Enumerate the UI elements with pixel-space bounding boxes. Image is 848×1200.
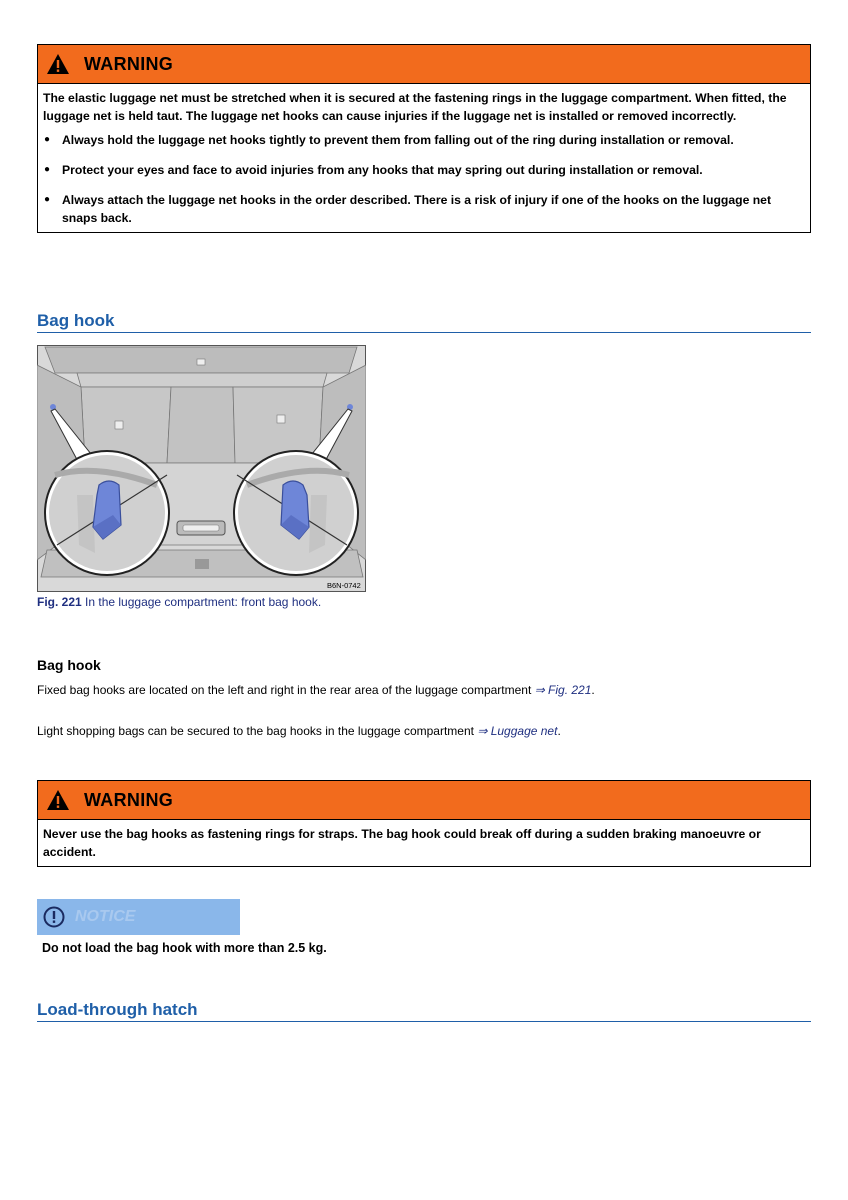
warning-bullet: ● Always attach the luggage net hooks in the order described. There is a risk of injury if one of the hooks on the luggage net snaps back. xyxy=(43,191,805,227)
notice-header xyxy=(37,899,240,935)
warning-bullet: ● Always hold the luggage net hooks tightly to prevent them from falling out of the ring during installation or removal. xyxy=(43,131,805,149)
section-heading: Load-through hatch xyxy=(37,1000,811,1022)
warning-box xyxy=(37,44,811,233)
warning-intro: The elastic luggage net must be stretched when it is secured at the fastening rings in the luggage compartment. When fitted, the luggage net is held taut. The luggage net hooks can cause injuries if the luggage net is installed or removed incorrectly. xyxy=(43,91,787,123)
warning-bullet: ● Protect your eyes and face to avoid injuries from any hooks that may spring out during installation or removal. xyxy=(43,161,805,179)
warning-title: WARNING xyxy=(84,789,174,810)
paragraph-text: Light shopping bags can be secured to the bag hooks in the luggage compartment xyxy=(37,724,478,738)
paragraph-text: Fixed bag hooks are located on the left and right in the rear area of the luggage compartment xyxy=(37,683,535,697)
luggage-compartment-figure xyxy=(37,345,366,592)
warning-header xyxy=(38,45,810,84)
paragraph-end: . xyxy=(591,683,595,697)
warning-triangle-icon xyxy=(46,53,70,75)
warning-body xyxy=(38,84,810,232)
warning-list xyxy=(43,131,805,227)
notice-body: Do not load the bag hook with more than 2.5 kg. xyxy=(42,941,327,955)
figure-code: B6N-0742 xyxy=(327,581,361,590)
warning-triangle-icon xyxy=(46,789,70,811)
paragraph xyxy=(37,724,561,738)
figure-caption-text: In the luggage compartment: front bag hook. xyxy=(81,595,322,609)
warning-title: WARNING xyxy=(84,53,174,74)
figure-link[interactable]: ⇒ Fig. 221 xyxy=(534,683,592,697)
warning-body: Never use the bag hooks as fastening rings for straps. The bag hook could break off during a sudden braking manoeuvre or accident. xyxy=(43,827,761,859)
paragraph-end: . xyxy=(557,724,561,738)
figure-caption xyxy=(37,595,321,609)
exclamation-circle-icon xyxy=(43,906,65,928)
luggage-net-link[interactable]: ⇒ Luggage net xyxy=(477,724,558,738)
subsection-heading: Bag hook xyxy=(37,657,101,673)
figure-caption-label: Fig. 221 xyxy=(37,595,82,609)
warning-header xyxy=(38,781,810,820)
paragraph xyxy=(37,683,595,697)
notice-title: NOTICE xyxy=(75,908,136,925)
warning-box xyxy=(37,780,811,867)
section-heading: Bag hook xyxy=(37,311,811,333)
